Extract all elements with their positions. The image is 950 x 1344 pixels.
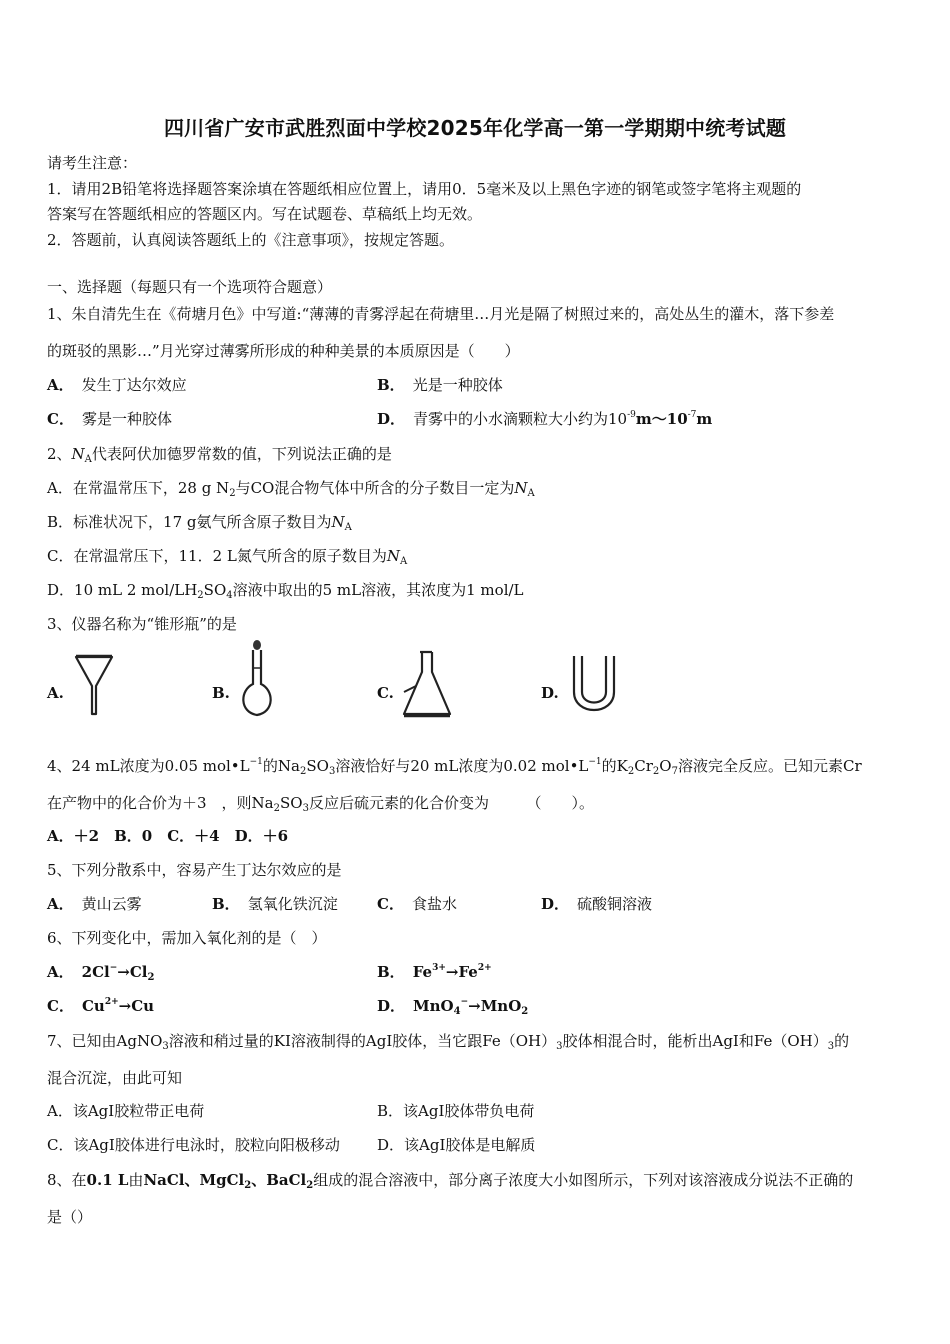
subscript: A [344,522,352,533]
q3-option-a-label[interactable]: A. [47,684,64,702]
option-text: m [696,410,713,428]
q7-option-b[interactable]: B．该AgI胶体带负电荷 [377,1102,535,1120]
option-text: B．标准状况下，17 g氨气所含原子数目为 [47,513,332,531]
option-label: C． [47,997,74,1015]
q5-option-d[interactable] [541,893,652,914]
subscript: 3 [328,766,336,777]
option-label: B． [377,376,405,394]
subscript: 2 [197,590,204,601]
q7-stem-line2: 混合沉淀，由此可知 [47,1069,183,1087]
subscript: 3 [827,1041,835,1052]
option-text: MnO [480,997,522,1015]
q2-number: 2、 [47,445,72,463]
subscript: 2 [244,1180,252,1191]
funnel-icon[interactable] [72,652,116,718]
option-label: B． [212,895,240,913]
q3-option-b-label[interactable]: B. [212,684,230,702]
section-heading: 一、选择题（每题只有一个选项符合题意） [47,278,333,296]
q2-option-a[interactable] [47,477,535,498]
q7-option-a[interactable]: A．该AgI胶粒带正电荷 [47,1102,205,1120]
option-text: 氢氧化铁沉淀 [247,895,338,913]
exponent: −1 [249,757,263,767]
option-label: A． [47,963,74,981]
subscript: 2 [652,766,660,777]
q3-stem: 3、仪器名称为“锥形瓶”的是 [47,615,237,633]
option-text: 雾是一种胶体 [81,410,172,428]
option-text: Fe [458,963,478,981]
q5-option-b[interactable] [212,893,338,914]
option-text: 硫酸铜溶液 [577,895,653,913]
option-label: A． [47,895,74,913]
q2-stem [47,443,392,464]
q7-text: 溶液和稍过量的KI溶液制得的AgI胶体，当它跟Fe（OH） [168,1032,557,1050]
q4-text: SO [306,757,329,775]
option-text: 与CO混合物气体中所含的分子数目一定为 [235,479,515,497]
subscript: 2 [627,766,635,777]
option-text: MnO [413,997,454,1015]
option-text: 青雾中的小水滴颗粒大小约为10 [413,410,628,428]
subscript: 4 [453,1006,461,1017]
option-label: B． [377,963,405,981]
arrow-icon: → [468,997,481,1015]
notice-item-1-cont: 答案写在答题纸相应的答题区内。写在试题卷、草稿纸上均无效。 [47,205,483,223]
q6-stem: 6、下列变化中，需加入氧化剂的是（ ） [47,929,327,947]
option-text: Cu [131,997,155,1015]
exponent: 2+ [104,997,119,1007]
option-text: 发生丁达尔效应 [81,376,187,394]
option-label: D． [377,997,406,1015]
avogadro-symbol: N [514,479,528,497]
q8-stem-line1 [47,1169,853,1190]
q8-text: 8、在 [47,1171,87,1189]
option-text: A．在常温常压下，28 g N [47,479,230,497]
q4-stem-line1 [47,755,862,776]
option-text: 2Cl [81,963,110,981]
page-title: 四川省广安市武胜烈面中学校2025年化学高一第一学期期中统考试题 [163,116,787,140]
q1-option-c[interactable] [47,408,172,429]
exponent: -7 [687,410,697,420]
notice-item-1: 1．请用2B铅笔将选择题答案涂填在答题纸相应位置上，请用0．5毫米及以上黑色字迹的钢笔或签字笔将主观题的 [47,180,802,198]
arrow-icon: → [117,963,130,981]
q4-text: 溶液完全反应。已知元素Cr [677,757,862,775]
q6-option-c[interactable] [47,995,154,1016]
option-text: SO [203,581,227,599]
q2-stem-text: 代表阿伏加德罗常数的值，下列说法正确的是 [91,445,392,463]
q3-option-c-label[interactable]: C. [377,684,394,702]
q4-text: 的K [601,757,628,775]
q8-stem-line2: 是（） [47,1208,93,1226]
q7-text: 胶体相混合时，能析出AgI和Fe（OH） [562,1032,828,1050]
q4-text: Cr [634,757,653,775]
arrow-icon: → [118,997,132,1015]
q1-stem-line1: 1、朱自清先生在《荷塘月色》中写道:“薄薄的青雾浮起在荷塘里…月光是隔了树照过来的，高处丛生的灌木，落下参差 [47,305,835,323]
option-label: C． [47,410,74,428]
q5-option-c[interactable] [377,893,457,914]
q1-option-b[interactable] [377,374,503,395]
q7-option-c[interactable]: C．该AgI胶体进行电泳时，胶粒向阳极移动 [47,1136,340,1154]
q1-stem-line2: 的斑驳的黑影…”月光穿过薄雾所形成的种种美景的本质原因是（ ） [47,342,520,360]
conical-flask-icon[interactable] [398,648,456,720]
option-label: A． [47,376,74,394]
subscript: 3 [302,803,309,814]
option-text: m～10 [635,410,688,428]
exponent: -9 [627,410,636,420]
subscript: 2 [299,766,307,777]
subscript: 2 [147,972,155,983]
volumetric-flask-icon[interactable] [236,638,278,720]
notice-heading: 请考生注意： [47,154,138,172]
q7-text: 的 [834,1032,850,1050]
subscript: A [84,454,92,465]
avogadro-symbol: N [386,547,400,565]
q2-option-d[interactable] [47,579,524,600]
avogadro-symbol: N [331,513,345,531]
exponent: −1 [588,757,602,767]
option-text: 食盐水 [411,895,457,913]
q2-option-c[interactable] [47,545,407,566]
q2-option-b[interactable] [47,511,352,532]
q3-option-d-label[interactable]: D. [541,684,559,702]
q5-option-a[interactable] [47,893,142,914]
subscript: 2 [306,1180,314,1191]
q7-stem-line1 [47,1030,849,1051]
q8-text: 、BaCl [251,1171,307,1189]
subscript: A [527,488,535,499]
q6-option-d[interactable] [377,995,528,1016]
q4-stem-line2 [47,792,594,813]
q4-text: 的Na [262,757,300,775]
exponent: 2+ [477,963,492,973]
option-text: 黄山云雾 [81,895,142,913]
subscript: A [399,556,408,567]
q5-stem: 5、下列分散系中，容易产生丁达尔效应的是 [47,861,342,879]
arrow-icon: → [445,963,459,981]
q4-text: O [659,757,672,775]
q7-text: 7、已知由AgNO [47,1032,163,1050]
q8-text: NaCl、MgCl [143,1171,245,1189]
q8-text: 由 [128,1171,144,1189]
subscript: 2 [521,1006,529,1017]
option-text: D．10 mL 2 mol/LH [47,581,198,599]
q4-text: 4、24 mL浓度为0.05 mol•L [47,757,250,775]
subscript: 4 [226,590,233,601]
q6-option-a[interactable] [47,961,154,982]
q4-text: 在产物中的化合价为＋3 ，则Na [47,794,274,812]
q8-text: 0.1 L [86,1171,129,1189]
q6-option-b[interactable] [377,961,492,982]
q4-text: SO [280,794,303,812]
subscript: 3 [556,1041,563,1052]
option-text: Cu [81,997,105,1015]
option-label: C． [377,895,404,913]
avogadro-symbol: N [71,445,85,463]
q7-option-d[interactable]: D．该AgI胶体是电解质 [377,1136,536,1154]
subscript: 2 [273,803,280,814]
u-tube-icon[interactable] [568,652,620,716]
exponent: 3+ [432,963,446,973]
option-label: D． [541,895,570,913]
q4-text: 反应后硫元素的化合价变为 （ ）。 [308,794,594,812]
subscript: 2 [229,488,236,499]
q4-options[interactable]: A．＋2 B．0 C．＋4 D．＋6 [47,827,289,845]
option-text: 光是一种胶体 [412,376,503,394]
exponent: − [109,963,118,973]
q1-option-d[interactable] [377,408,712,429]
subscript: 3 [162,1041,169,1052]
notice-item-2: 2．答题前，认真阅读答题纸上的《注意事项》，按规定答题。 [47,231,455,249]
option-label: D． [377,410,406,428]
option-text: C．在常温常压下，11．2 L氮气所含的原子数目为 [47,547,387,565]
q4-text: 溶液恰好与20 mL浓度为0.02 mol•L [335,757,589,775]
option-text: Cl [129,963,148,981]
exponent: − [460,997,469,1007]
q1-option-a[interactable] [47,374,187,395]
option-text: 溶液中取出的5 mL溶液，其浓度为1 mol/L [232,581,524,599]
subscript: 7 [671,766,678,777]
option-text: Fe [412,963,433,981]
q8-text: 组成的混合溶液中，部分离子浓度大小如图所示，下列对该溶液成分说法不正确的 [313,1171,854,1189]
